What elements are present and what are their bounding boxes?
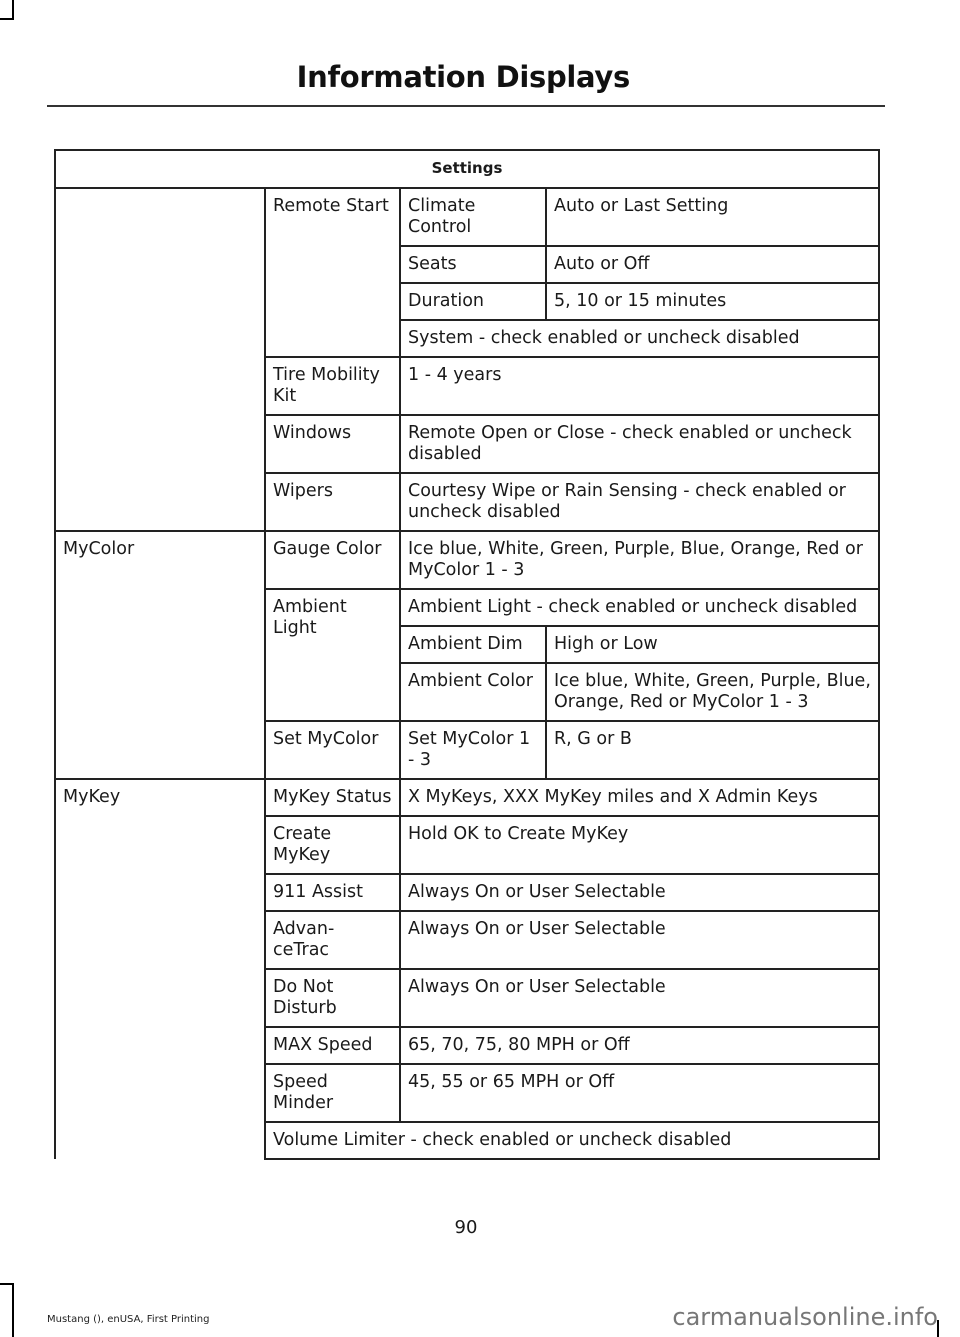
subcategory-remote-start: Remote Start (265, 188, 400, 357)
value-volume-limiter: Volume Limiter - check enabled or uncheck disabled (265, 1122, 879, 1159)
value-system: System - check enabled or uncheck disabled (400, 320, 879, 357)
value-duration: 5, 10 or 15 minutes (546, 283, 879, 320)
subcategory-do-not-disturb: Do Not Disturb (265, 969, 400, 1027)
category-mykey: MyKey (55, 779, 265, 1159)
subcategory-set-mycolor: Set MyColor (265, 721, 400, 779)
value-climate-control: Auto or Last Setting (546, 188, 879, 246)
header-divider (47, 105, 885, 107)
edition-text: Mustang (), enUSA, First Printing (47, 1314, 210, 1325)
watermark: carmanualsonline.info (672, 1303, 938, 1331)
option-duration: Duration (400, 283, 546, 320)
table-row (55, 779, 879, 816)
subcategory-advancetrac: Advan- ceTrac (265, 911, 400, 969)
option-climate-control: Climate Control (400, 188, 546, 246)
crop-mark (12, 1283, 14, 1337)
value-seats: Auto or Off (546, 246, 879, 283)
settings-table (54, 149, 880, 1160)
value-mykey-status: X MyKeys, XXX MyKey miles and X Admin Keys (400, 779, 879, 816)
subcategory-ambient-light: Ambient Light (265, 589, 400, 721)
option-ambient-color: Ambient Color (400, 663, 546, 721)
value-max-speed: 65, 70, 75, 80 MPH or Off (400, 1027, 879, 1064)
table-row (55, 188, 879, 246)
subcategory-speed-minder: Speed Minder (265, 1064, 400, 1122)
subcategory-tire-mobility-kit: Tire Mobility Kit (265, 357, 400, 415)
value-ambient-dim: High or Low (546, 626, 879, 663)
option-ambient-dim: Ambient Dim (400, 626, 546, 663)
value-tire-mobility-kit: 1 - 4 years (400, 357, 879, 415)
subcategory-wipers: Wipers (265, 473, 400, 531)
value-wipers: Courtesy Wipe or Rain Sensing - check enabled or uncheck disabled (400, 473, 879, 531)
page-title: Information Displays (296, 60, 630, 94)
subcategory-create-mykey: Create MyKey (265, 816, 400, 874)
value-advancetrac: Always On or User Selectable (400, 911, 879, 969)
value-windows: Remote Open or Close - check enabled or uncheck disabled (400, 415, 879, 473)
subcategory-gauge-color: Gauge Color (265, 531, 400, 589)
page-number: 90 (454, 1217, 478, 1238)
subcategory-max-speed: MAX Speed (265, 1027, 400, 1064)
category-mycolor: MyColor (55, 531, 265, 779)
subcategory-mykey-status: MyKey Status (265, 779, 400, 816)
value-ambient-light: Ambient Light - check enabled or uncheck disabled (400, 589, 879, 626)
option-set-mycolor: Set MyColor 1 - 3 (400, 721, 546, 779)
value-do-not-disturb: Always On or User Selectable (400, 969, 879, 1027)
crop-mark (12, 0, 14, 20)
value-speed-minder: 45, 55 or 65 MPH or Off (400, 1064, 879, 1122)
value-gauge-color: Ice blue, White, Green, Purple, Blue, Orange, Red or MyColor 1 - 3 (400, 531, 879, 589)
subcategory-windows: Windows (265, 415, 400, 473)
option-seats: Seats (400, 246, 546, 283)
value-ambient-color: Ice blue, White, Green, Purple, Blue, Orange, Red or MyColor 1 - 3 (546, 663, 879, 721)
value-set-mycolor: R, G or B (546, 721, 879, 779)
table-row (55, 531, 879, 589)
crop-mark (0, 1283, 14, 1285)
value-911-assist: Always On or User Selectable (400, 874, 879, 911)
subcategory-911-assist: 911 Assist (265, 874, 400, 911)
crop-mark (0, 18, 14, 20)
table-caption: Settings (55, 150, 879, 188)
category-cell-blank (55, 188, 265, 531)
value-create-mykey: Hold OK to Create MyKey (400, 816, 879, 874)
